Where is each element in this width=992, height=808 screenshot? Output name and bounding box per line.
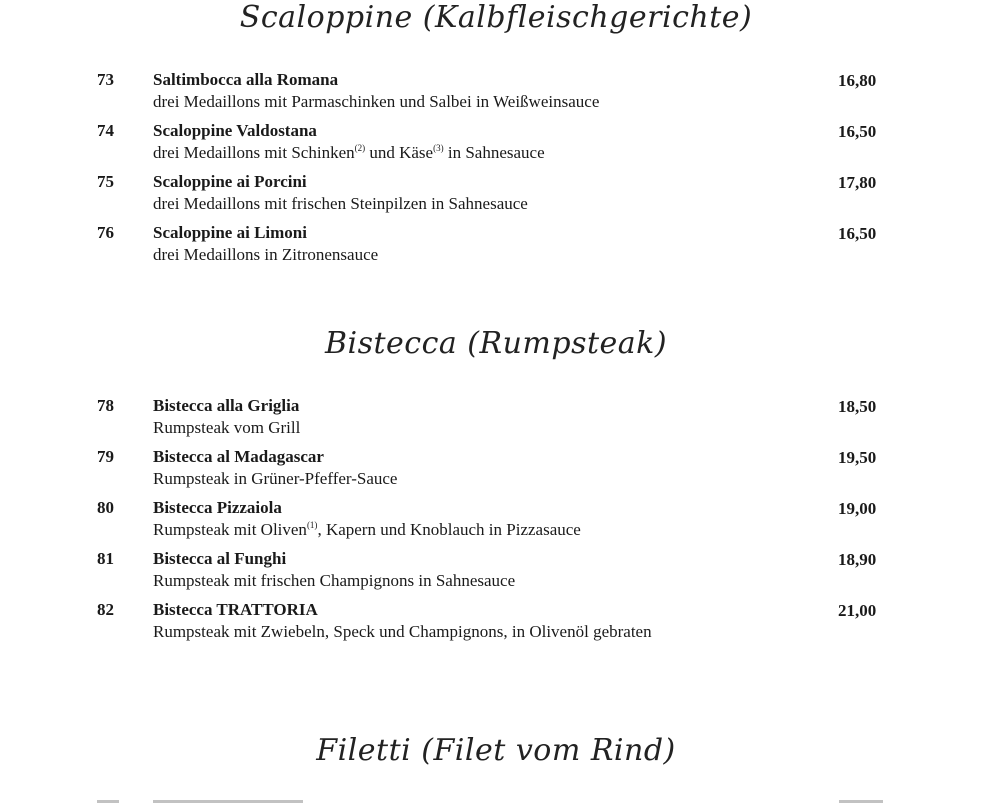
section-title-filetti: Filetti (Filet vom Rind) [316,733,676,768]
dish-price: 18,90 [838,550,877,569]
dish-description [153,244,378,266]
dish-name: Bistecca TRATTORIA [153,600,318,619]
description-text: drei Medaillons mit Parmaschinken und Salbei in Weißweinsauce [153,92,600,111]
dish-number: 81 [97,549,114,568]
dish-description [153,519,581,541]
dish-item [0,120,992,166]
dish-description [153,570,515,592]
dish-price: 17,80 [838,173,877,192]
dish-price: 19,00 [838,499,877,518]
dish-name: Bistecca alla Griglia [153,396,300,415]
dish-name: Saltimbocca alla Romana [153,70,339,89]
description-text: Rumpsteak mit Oliven [153,520,307,539]
dish-number: 73 [97,70,114,89]
dish-number: 82 [97,600,114,619]
dish-price: 16,80 [838,71,877,90]
dish-description [153,142,545,164]
description-text: Rumpsteak in Grüner-Pfeffer-Sauce [153,469,398,488]
dish-item [0,446,992,492]
section-title-scaloppine: Scaloppine (Kalbfleischgerichte) [239,0,753,35]
footnote-marker: (1) [306,520,318,530]
description-text: drei Medaillons mit Schinken [153,143,355,162]
dish-name: Bistecca Pizzaiola [153,498,282,517]
footnote-marker: (2) [354,143,366,153]
dish-price: 16,50 [838,224,877,243]
dish-item [0,548,992,594]
dish-name: Bistecca al Funghi [153,549,287,568]
dish-item [0,497,992,543]
section-title-bistecca: Bistecca (Rumpsteak) [324,326,668,361]
dish-name: Scaloppine ai Porcini [153,172,307,191]
description-text: drei Medaillons in Zitronensauce [153,245,379,264]
footnote-marker: (3) [433,143,444,153]
description-text: in Sahnesauce [443,143,545,162]
dish-description [153,417,300,439]
dish-price: 19,50 [838,448,877,467]
dish-description [153,91,599,113]
dish-number: 78 [97,396,114,415]
description-text: Rumpsteak mit frischen Champignons in Sahnesauce [153,571,516,590]
cropped-row-fragment [97,800,887,808]
dish-price: 18,50 [838,397,877,416]
dish-number: 74 [97,121,114,140]
dish-description [153,468,397,490]
description-text: Rumpsteak vom Grill [153,418,301,437]
description-text: drei Medaillons mit frischen Steinpilzen in Sahnesauce [153,194,528,213]
dish-item [0,69,992,115]
dish-number: 80 [97,498,114,517]
dish-item [0,222,992,268]
dish-name: Bistecca al Madagascar [153,447,324,466]
dish-price: 21,00 [838,601,877,620]
dish-item [0,395,992,441]
description-text: , Kapern und Knoblauch in Pizzasauce [317,520,581,539]
dish-description [153,193,528,215]
dish-name: Scaloppine Valdostana [153,121,317,140]
dish-item [0,171,992,217]
dish-number: 79 [97,447,114,466]
dish-number: 75 [97,172,114,191]
dish-item [0,599,992,645]
dish-description [153,621,652,643]
dish-name: Scaloppine ai Limoni [153,223,307,242]
dish-number: 76 [97,223,114,242]
dish-price: 16,50 [838,122,877,141]
description-text: und Käse [365,143,434,162]
description-text: Rumpsteak mit Zwiebeln, Speck und Champignons, in Olivenöl gebraten [153,622,652,641]
